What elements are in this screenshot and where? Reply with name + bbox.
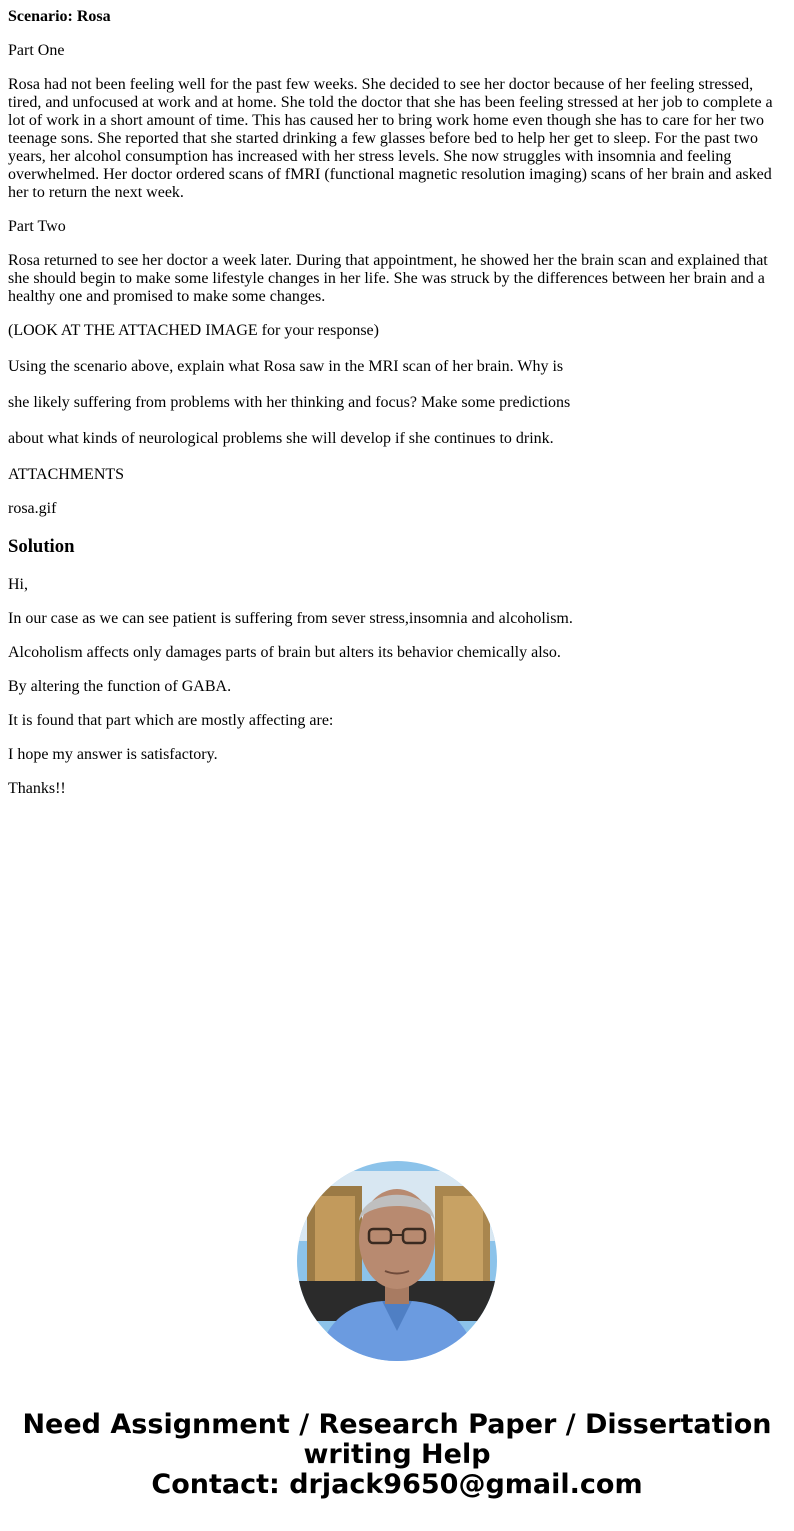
solution-paragraph: Alcoholism affects only damages parts of brain but alters its behavior chemically also. [8, 644, 561, 661]
scenario-title: Scenario: Rosa [8, 8, 111, 25]
question-line: Using the scenario above, explain what Rosa saw in the MRI scan of her brain. Why is [8, 358, 564, 375]
solution-paragraph: In our case as we can see patient is suffering from sever stress,insomnia and alcoholism. [8, 610, 573, 627]
question-line: about what kinds of neurological problems she will develop if she continues to drink. [8, 430, 554, 447]
attachments-label: ATTACHMENTS [8, 466, 125, 483]
solution-paragraph: Hi, [8, 576, 28, 593]
solution-paragraph: By altering the function of GABA. [8, 678, 232, 695]
solution-paragraph: I hope my answer is satisfactory. [8, 746, 218, 763]
author-photo [297, 1161, 497, 1361]
promo-banner [0, 1410, 794, 1500]
attachment-file-link[interactable]: rosa.gif [8, 500, 57, 517]
promo-line: Need Assignment / Research Paper / Dissertation [22, 1409, 772, 1440]
solution-paragraph: Thanks!! [8, 780, 66, 797]
document-body [0, 8, 794, 798]
part-two-text: Rosa returned to see her doctor a week later. During that appointment, he showed her the brain scan and explained that she should begin to make some lifestyle changes in her life. She was struck by the differences between her brain and a healthy one and promised to make some changes. [8, 252, 768, 305]
author-avatar [297, 1161, 497, 1361]
part-two-heading: Part Two [8, 218, 66, 235]
image-note: (LOOK AT THE ATTACHED IMAGE for your response) [8, 322, 379, 339]
solution-heading: Solution [8, 536, 75, 557]
promo-contact[interactable]: Contact: drjack9650@gmail.com [151, 1469, 643, 1500]
part-one-text: Rosa had not been feeling well for the past few weeks. She decided to see her doctor because of her feeling stressed, tired, and unfocused at work and at home. She told the doctor that she has been feeling stressed at her job to complete a lot of work in a short amount of time. This has caused her to bring work home even though she has to care for her two teenage sons. She reported that she started drinking a few glasses before bed to help her get to sleep. For the past two years, her alcohol consumption has increased with her stress levels. She now struggles with insomnia and feeling overwhelmed. Her doctor ordered scans of fMRI (functional magnetic resolution imaging) scans of her brain and asked her to return the next week. [8, 76, 773, 201]
promo-line: writing Help [303, 1439, 491, 1470]
part-one-heading: Part One [8, 42, 65, 59]
solution-paragraph: It is found that part which are mostly affecting are: [8, 712, 334, 729]
question-line: she likely suffering from problems with her thinking and focus? Make some predictions [8, 394, 571, 411]
